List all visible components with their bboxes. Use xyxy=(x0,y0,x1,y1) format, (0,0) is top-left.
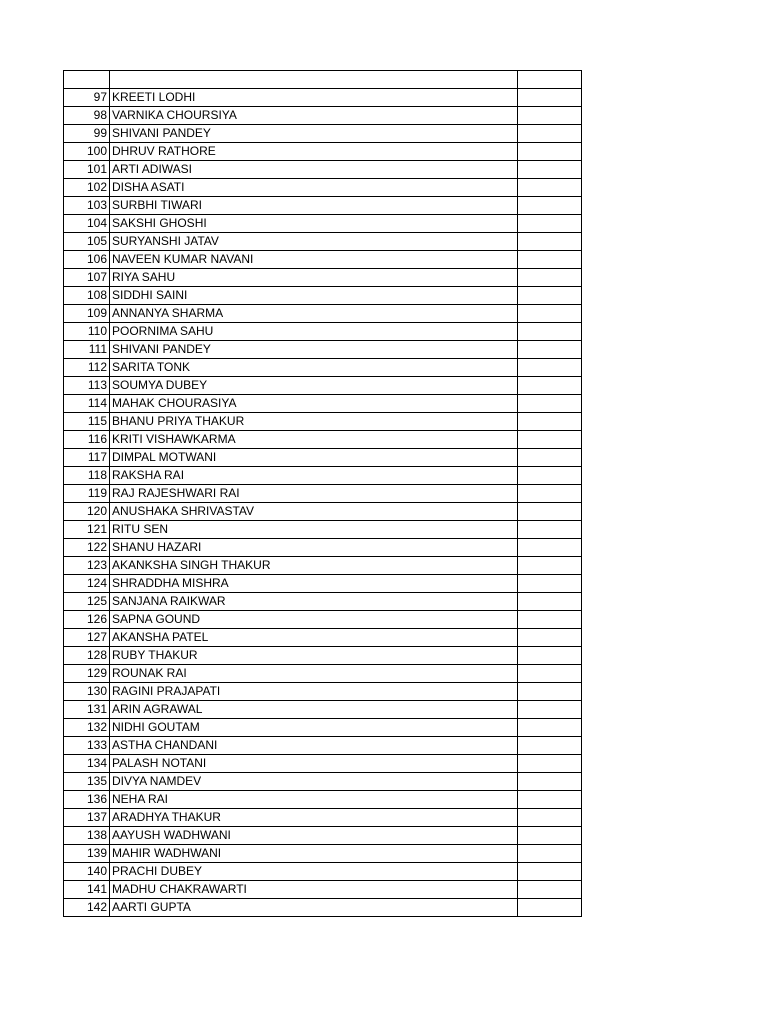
student-name-cell[interactable]: ANNANYA SHARMA xyxy=(110,304,518,322)
student-name-cell[interactable]: SURYANSHI JATAV xyxy=(110,232,518,250)
row-number-cell[interactable]: 137 xyxy=(64,808,110,826)
student-name-cell[interactable]: RAKSHA RAI xyxy=(110,466,518,484)
student-name-cell[interactable]: SHIVANI PANDEY xyxy=(110,340,518,358)
row-number-cell[interactable]: 106 xyxy=(64,250,110,268)
student-name-cell[interactable]: NAVEEN KUMAR NAVANI xyxy=(110,250,518,268)
row-number-cell[interactable]: 138 xyxy=(64,826,110,844)
row-number-cell[interactable]: 121 xyxy=(64,520,110,538)
table-row xyxy=(64,430,582,448)
student-name-cell[interactable]: ARIN AGRAWAL xyxy=(110,700,518,718)
table-row xyxy=(64,466,582,484)
table-row xyxy=(64,232,582,250)
row-number-cell[interactable]: 119 xyxy=(64,484,110,502)
table-row xyxy=(64,196,582,214)
empty-cell[interactable] xyxy=(518,232,582,250)
row-number-cell[interactable]: 133 xyxy=(64,736,110,754)
empty-cell[interactable] xyxy=(518,430,582,448)
empty-cell[interactable] xyxy=(518,304,582,322)
empty-cell[interactable] xyxy=(518,88,582,106)
row-number-cell[interactable]: 107 xyxy=(64,268,110,286)
student-name-cell[interactable]: POORNIMA SAHU xyxy=(110,322,518,340)
table-row xyxy=(64,880,582,898)
student-name-cell[interactable]: AAYUSH WADHWANI xyxy=(110,826,518,844)
empty-cell[interactable] xyxy=(518,736,582,754)
student-list-table xyxy=(63,70,582,917)
student-name-cell[interactable]: RAJ RAJESHWARI RAI xyxy=(110,484,518,502)
empty-cell[interactable] xyxy=(518,790,582,808)
table-row xyxy=(64,502,582,520)
row-number-cell[interactable]: 134 xyxy=(64,754,110,772)
empty-cell[interactable] xyxy=(518,574,582,592)
table-header-row xyxy=(64,71,582,89)
empty-cell[interactable] xyxy=(518,610,582,628)
student-name-cell[interactable]: DIVYA NAMDEV xyxy=(110,772,518,790)
empty-cell[interactable] xyxy=(518,646,582,664)
empty-cell[interactable] xyxy=(518,808,582,826)
student-name-cell[interactable]: KRITI VISHAWKARMA xyxy=(110,430,518,448)
empty-cell[interactable] xyxy=(518,250,582,268)
empty-cell[interactable] xyxy=(518,718,582,736)
student-name-cell[interactable]: DISHA ASATI xyxy=(110,178,518,196)
student-name-cell[interactable]: SHRADDHA MISHRA xyxy=(110,574,518,592)
empty-cell[interactable] xyxy=(518,628,582,646)
empty-cell[interactable] xyxy=(518,592,582,610)
empty-cell[interactable] xyxy=(518,214,582,232)
row-number-cell[interactable]: 105 xyxy=(64,232,110,250)
student-name-cell[interactable]: SANJANA RAIKWAR xyxy=(110,592,518,610)
student-name-cell[interactable]: MAHAK CHOURASIYA xyxy=(110,394,518,412)
row-number-cell[interactable]: 129 xyxy=(64,664,110,682)
student-name-cell[interactable]: MADHU CHAKRAWARTI xyxy=(110,880,518,898)
empty-cell[interactable] xyxy=(518,340,582,358)
empty-cell[interactable] xyxy=(518,898,582,916)
table-row xyxy=(64,304,582,322)
table-row xyxy=(64,448,582,466)
table-row xyxy=(64,808,582,826)
row-number-cell[interactable]: 136 xyxy=(64,790,110,808)
row-number-cell[interactable]: 132 xyxy=(64,718,110,736)
student-name-cell[interactable]: ASTHA CHANDANI xyxy=(110,736,518,754)
table-row xyxy=(64,844,582,862)
table-row xyxy=(64,142,582,160)
student-name-cell[interactable]: MAHIR WADHWANI xyxy=(110,844,518,862)
empty-cell[interactable] xyxy=(518,664,582,682)
empty-cell[interactable] xyxy=(518,322,582,340)
table-row xyxy=(64,250,582,268)
table-row xyxy=(64,124,582,142)
row-number-cell[interactable]: 139 xyxy=(64,844,110,862)
student-name-cell[interactable]: SHANU HAZARI xyxy=(110,538,518,556)
row-number-cell[interactable]: 122 xyxy=(64,538,110,556)
table-row xyxy=(64,646,582,664)
student-name-cell[interactable]: SIDDHI SAINI xyxy=(110,286,518,304)
student-name-cell[interactable]: AARTI GUPTA xyxy=(110,898,518,916)
empty-cell[interactable] xyxy=(518,484,582,502)
header-cell-name[interactable] xyxy=(110,71,518,89)
table-row xyxy=(64,628,582,646)
table-row xyxy=(64,682,582,700)
empty-cell[interactable] xyxy=(518,772,582,790)
table-row xyxy=(64,268,582,286)
row-number-cell[interactable]: 99 xyxy=(64,124,110,142)
empty-cell[interactable] xyxy=(518,286,582,304)
row-number-cell[interactable]: 112 xyxy=(64,358,110,376)
row-number-cell[interactable]: 116 xyxy=(64,430,110,448)
table-row xyxy=(64,790,582,808)
student-name-cell[interactable]: PRACHI DUBEY xyxy=(110,862,518,880)
empty-cell[interactable] xyxy=(518,178,582,196)
table-row xyxy=(64,538,582,556)
student-name-cell[interactable]: ROUNAK RAI xyxy=(110,664,518,682)
empty-cell[interactable] xyxy=(518,412,582,430)
empty-cell[interactable] xyxy=(518,556,582,574)
empty-cell[interactable] xyxy=(518,844,582,862)
table-row xyxy=(64,610,582,628)
student-name-cell[interactable]: RUBY THAKUR xyxy=(110,646,518,664)
table-row xyxy=(64,574,582,592)
empty-cell[interactable] xyxy=(518,520,582,538)
empty-cell[interactable] xyxy=(518,268,582,286)
row-number-cell[interactable]: 130 xyxy=(64,682,110,700)
table-row xyxy=(64,286,582,304)
row-number-cell[interactable]: 141 xyxy=(64,880,110,898)
row-number-cell[interactable]: 111 xyxy=(64,340,110,358)
table-row xyxy=(64,340,582,358)
student-name-cell[interactable]: SHIVANI PANDEY xyxy=(110,124,518,142)
table-body xyxy=(64,71,582,917)
student-name-cell[interactable]: NEHA RAI xyxy=(110,790,518,808)
empty-cell[interactable] xyxy=(518,142,582,160)
row-number-cell[interactable]: 104 xyxy=(64,214,110,232)
table-row xyxy=(64,664,582,682)
empty-cell[interactable] xyxy=(518,394,582,412)
empty-cell[interactable] xyxy=(518,502,582,520)
empty-cell[interactable] xyxy=(518,682,582,700)
table-row xyxy=(64,484,582,502)
table-row xyxy=(64,736,582,754)
empty-cell[interactable] xyxy=(518,196,582,214)
table-row xyxy=(64,394,582,412)
student-name-cell[interactable]: RIYA SAHU xyxy=(110,268,518,286)
student-name-cell[interactable]: RAGINI PRAJAPATI xyxy=(110,682,518,700)
student-name-cell[interactable]: ARTI ADIWASI xyxy=(110,160,518,178)
row-number-cell[interactable]: 120 xyxy=(64,502,110,520)
student-name-cell[interactable]: SAKSHI GHOSHI xyxy=(110,214,518,232)
table-row xyxy=(64,376,582,394)
row-number-cell[interactable]: 126 xyxy=(64,610,110,628)
empty-cell[interactable] xyxy=(518,862,582,880)
student-name-cell[interactable]: SAPNA GOUND xyxy=(110,610,518,628)
row-number-cell[interactable]: 131 xyxy=(64,700,110,718)
table-row xyxy=(64,862,582,880)
table-row xyxy=(64,718,582,736)
table-row xyxy=(64,178,582,196)
student-name-cell[interactable]: ANUSHAKA SHRIVASTAV xyxy=(110,502,518,520)
row-number-cell[interactable]: 128 xyxy=(64,646,110,664)
empty-cell[interactable] xyxy=(518,124,582,142)
empty-cell[interactable] xyxy=(518,826,582,844)
student-name-cell[interactable]: KREETI LODHI xyxy=(110,88,518,106)
table-row xyxy=(64,592,582,610)
empty-cell[interactable] xyxy=(518,160,582,178)
table-row xyxy=(64,322,582,340)
student-name-cell[interactable]: SOUMYA DUBEY xyxy=(110,376,518,394)
row-number-cell[interactable]: 114 xyxy=(64,394,110,412)
row-number-cell[interactable]: 124 xyxy=(64,574,110,592)
header-cell-extra[interactable] xyxy=(518,71,582,89)
row-number-cell[interactable]: 100 xyxy=(64,142,110,160)
table-row xyxy=(64,214,582,232)
table-row xyxy=(64,88,582,106)
empty-cell[interactable] xyxy=(518,358,582,376)
table-row xyxy=(64,106,582,124)
row-number-cell[interactable]: 109 xyxy=(64,304,110,322)
row-number-cell[interactable]: 98 xyxy=(64,106,110,124)
student-name-cell[interactable]: AKANKSHA SINGH THAKUR xyxy=(110,556,518,574)
table-row xyxy=(64,898,582,916)
student-name-cell[interactable]: SURBHI TIWARI xyxy=(110,196,518,214)
row-number-cell[interactable]: 118 xyxy=(64,466,110,484)
row-number-cell[interactable]: 123 xyxy=(64,556,110,574)
student-name-cell[interactable]: DIMPAL MOTWANI xyxy=(110,448,518,466)
empty-cell[interactable] xyxy=(518,700,582,718)
student-name-cell[interactable]: BHANU PRIYA THAKUR xyxy=(110,412,518,430)
table-row xyxy=(64,700,582,718)
empty-cell[interactable] xyxy=(518,754,582,772)
student-name-cell[interactable]: VARNIKA CHOURSIYA xyxy=(110,106,518,124)
row-number-cell[interactable]: 135 xyxy=(64,772,110,790)
row-number-cell[interactable]: 142 xyxy=(64,898,110,916)
row-number-cell[interactable]: 113 xyxy=(64,376,110,394)
empty-cell[interactable] xyxy=(518,538,582,556)
row-number-cell[interactable]: 117 xyxy=(64,448,110,466)
row-number-cell[interactable]: 108 xyxy=(64,286,110,304)
row-number-cell[interactable]: 97 xyxy=(64,88,110,106)
empty-cell[interactable] xyxy=(518,376,582,394)
student-name-cell[interactable]: DHRUV RATHORE xyxy=(110,142,518,160)
table-row xyxy=(64,556,582,574)
table-row xyxy=(64,772,582,790)
row-number-cell[interactable]: 103 xyxy=(64,196,110,214)
row-number-cell[interactable]: 101 xyxy=(64,160,110,178)
student-name-cell[interactable]: RITU SEN xyxy=(110,520,518,538)
empty-cell[interactable] xyxy=(518,448,582,466)
row-number-cell[interactable]: 127 xyxy=(64,628,110,646)
student-name-cell[interactable]: SARITA TONK xyxy=(110,358,518,376)
empty-cell[interactable] xyxy=(518,106,582,124)
student-name-cell[interactable]: PALASH NOTANI xyxy=(110,754,518,772)
student-name-cell[interactable]: NIDHI GOUTAM xyxy=(110,718,518,736)
student-name-cell[interactable]: ARADHYA THAKUR xyxy=(110,808,518,826)
empty-cell[interactable] xyxy=(518,466,582,484)
table-row xyxy=(64,520,582,538)
row-number-cell[interactable]: 110 xyxy=(64,322,110,340)
table-row xyxy=(64,412,582,430)
student-name-cell[interactable]: AKANSHA PATEL xyxy=(110,628,518,646)
row-number-cell[interactable]: 125 xyxy=(64,592,110,610)
table-row xyxy=(64,160,582,178)
header-cell-number[interactable] xyxy=(64,71,110,89)
table-row xyxy=(64,754,582,772)
table-row xyxy=(64,358,582,376)
table-row xyxy=(64,826,582,844)
row-number-cell[interactable]: 102 xyxy=(64,178,110,196)
row-number-cell[interactable]: 140 xyxy=(64,862,110,880)
row-number-cell[interactable]: 115 xyxy=(64,412,110,430)
empty-cell[interactable] xyxy=(518,880,582,898)
